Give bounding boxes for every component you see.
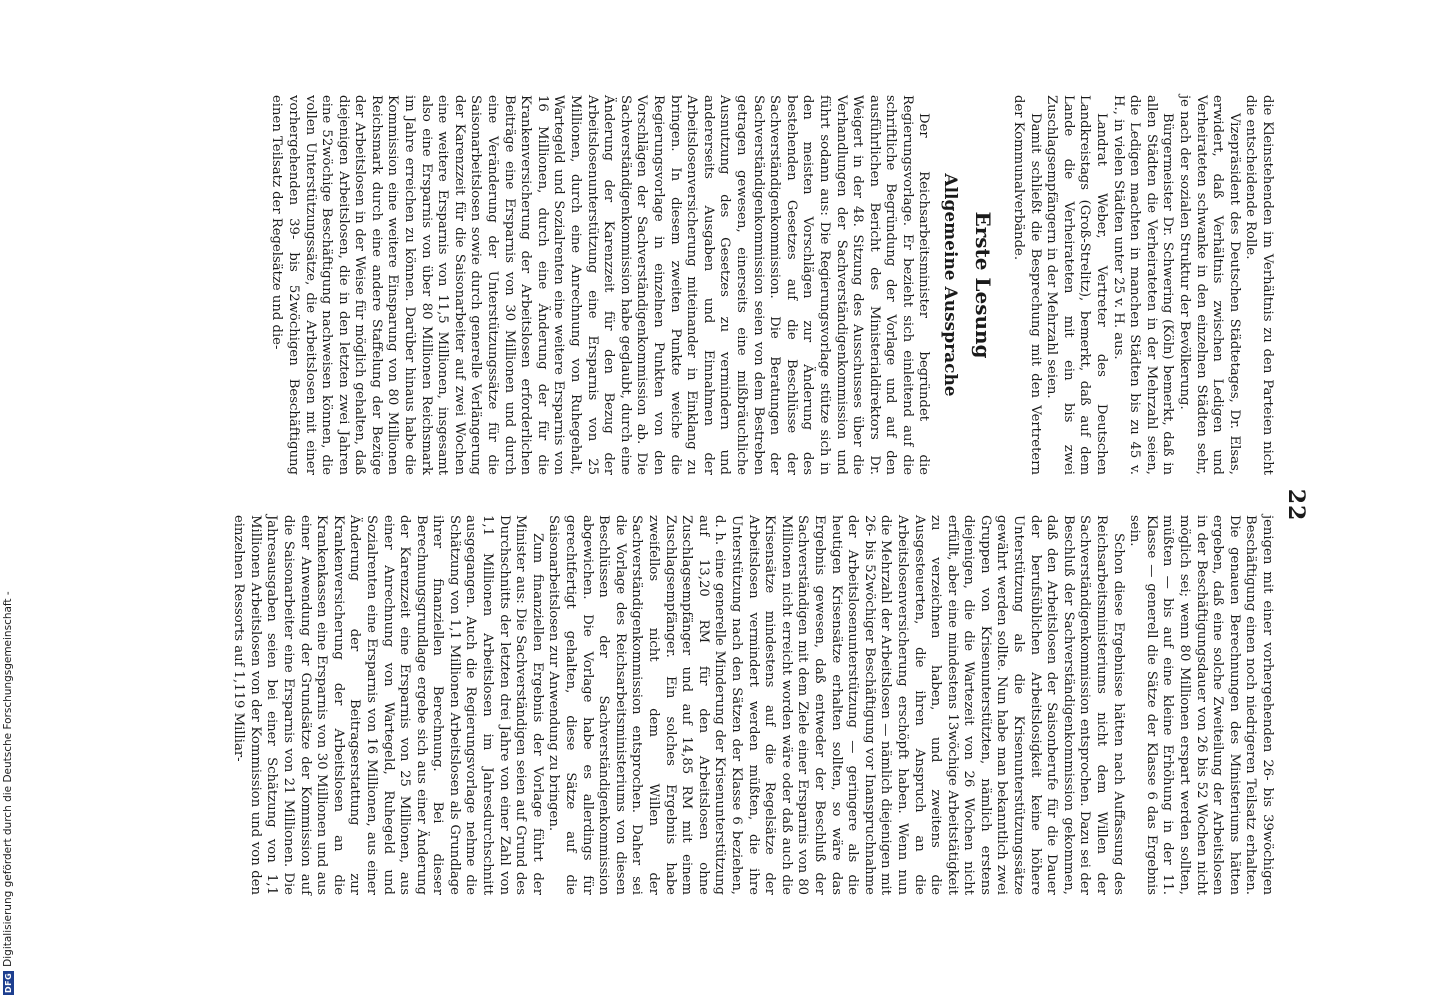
page-number: 22	[1283, 488, 1309, 522]
paragraph: Landrat Weber, Vertreter des Deutschen Landkreistags (Groß-Strelitz), bemerkt, daß auf dem Lande die Verheirateten mit ein bis zwei Zuschlagsempfängern in der Mehrzahl seien.	[1044, 95, 1110, 475]
paragraph: Damit schließt die Besprechung mit den Vertretern der Kommunalverbände.	[1011, 95, 1043, 475]
paragraph: Der Reichsarbeitsminister begründet die Regierungsvorlage. Er bezieht sich einleitend auf die schriftliche Begründung der Vorlage und auf den ausführlichen Bericht des Ministerialdirektors Dr. Weigert in der 48. Sitzung des Ausschusses über die Verhandlungen der Sachverständigenkommission und führt sodann aus: Die Regierungsvorlage stütze sich in den meisten Vorschlägen zur Änderung des bestehenden Gesetzes auf die Beschlüsse der Sachverständigenkommission. Die Beratungen der Sachverständigenkommission seien von dem Bestreben getragen gewesen, einerseits eine mißbräuchliche Ausnutzung des Gesetzes zu vermindern und andererseits Ausgaben und Einnahmen der Arbeitslosenversicherung miteinander in Einklang zu bringen. In diesem zweiten Punkte weiche die Regierungsvorlage in einzelnen Punkten von den Vorschlägen der Sachverständigenkommission ab. Die Sachverständigenkommission habe geglaubt, durch eine Änderung der Karenzzeit für den Bezug der Arbeitslosenunterstützung eine Ersparnis von 25 Millionen, durch eine Anrechnung von Ruhegehalt, Wartegeld und Sozialrenten eine weitere Ersparnis von 16 Millionen, durch eine Änderung der für die Krankenversicherung der Arbeitslosen erforderlichen Beiträge eine Ersparnis von 30 Millionen und durch eine Veränderung der Unterstützungssätze für die Saisonarbeitslosen sowie durch generelle Verlängerung der Karenzzeit für die Saisonarbeiter auf zwei Wochen eine weitere Ersparnis von 11,5 Millionen, insgesamt also eine Ersparnis von über 80 Millionen Reichsmark im Jahre erreichen zu können. Darüber hinaus habe die Kommission eine weitere Einsparung von 80 Millionen Reichsmark durch eine andere Staffelung der Bezüge der Arbeitslosen in der Weise für möglich gehalten, daß diejenigen Arbeitslosen, die in den letzten zwei Jahren eine 52wöchige Beschäftigung nachweisen können, die vollen Unterstützungssätze, die Arbeitslosen mit einer vorhergehenden 39- bis 52wöchigen Beschäftigung einen Teilsatz der Regelsätze und die-	[269, 95, 932, 475]
paragraph: Vizepräsident des Deutschen Städtetages, Dr. Elsas, erwidert, daß Verhältnis zwischen Ledigen und Verheirateten schwanke in den einzelnen Städten sehr, je nach der sozialen Struktur der Bevölkerung.	[1177, 95, 1242, 475]
left-column	[268, 95, 1275, 475]
subsection-heading: Allgemeine Aussprache	[940, 173, 961, 397]
section-heading: Erste Lesung	[971, 211, 996, 359]
paragraph: jenigen mit einer vorhergehenden 26- bis 39wöchigen Beschäftigung einen noch niedrigeren Teilsatz erhalten. Die genauen Berechnungen des Ministeriums hätten ergeben, daß eine solche Zweiteilung der Arbeitslosen in der Beschäftigungsdauer von 26 bis 52 Wochen nicht möglich sei; wenn 80 Millionen erspart werden sollten, müßten — bis auf eine kleine Erhöhung in der 11. Klasse — generell die Sätze der Klasse 6 das Ergebnis sein.	[1127, 515, 1275, 895]
paragraph: die Kleinstehenden im Verhältnis zu den Parteien nicht die entscheidende Rolle.	[1243, 95, 1275, 475]
right-column	[230, 515, 1275, 895]
digitization-credit	[2, 591, 14, 995]
paragraph: Bürgermeister Dr. Schwering (Köln) bemerkt, daß in allen Städten die Verheirateten in der Mehrzahl seien, die Ledigen machten in manchen Städten bis zu 45 v. H., in vielen Städten unter 25 v. H. aus.	[1110, 95, 1176, 475]
dfg-logo: DFG	[3, 972, 13, 993]
credit-text: Digitalisierung gefördert durch die Deutsche Forschungsgemeinschaft -	[2, 591, 14, 967]
rotated-page	[120, 95, 1309, 915]
paragraph: Schon diese Ergebnisse hätten nach Auffassung des Reichsarbeitsministeriums nicht dem Willen der Sachverständigenkommission entsprochen. Dazu sei der Beschluß der Sachverständigenkommission gekommen, daß den Arbeitslosen der Saisonberufe für die Dauer der berufsüblichen Arbeitslosigkeit keine höhere Unterstützung als die Krisenunterstützungssätze gewährt werden sollte. Nun habe man bekanntlich zwei Gruppen von Krisenunterstützten, nämlich erstens diejenigen, die die Wartezeit von 26 Wochen nicht erfüllt, aber eine mindestens 13wöchige Arbeitstätigkeit zu verzeichnen haben, und zweitens die Ausgesteuerten, die ihren Anspruch an die Arbeitslosenversicherung erschöpft haben. Wenn nun die Mehrzahl der Arbeitslosen — nämlich diejenigen mit 26- bis 52wöchiger Beschäftigung vor Inanspruchnahme der Arbeitslosenunterstützung — geringere als die heutigen Krisensätze erhalten sollten, so wäre das Ergebnis gewesen, daß entweder der Beschluß der Sachverständigen mit dem Ziele einer Ersparnis von 80 Millionen nicht erreicht worden wäre oder daß auch die Krisensätze mindestens auf die Regelsätze der Arbeitslosen vermindert werden müßten, die ihre Unterstützung nach den Sätzen der Klasse 6 beziehen, d. h. eine generelle Minderung der Krisenunterstützung auf 13,20 RM für den Arbeitslosen ohne Zuschlagsempfänger und auf 14,85 RM mit einem Zuschlagsempfänger. Ein solches Ergebnis habe zweifellos nicht dem Willen der Sachverständigenkommission entsprochen. Daher sei die Vorlage des Reichsarbeitsministeriums von diesen Beschlüssen der Sachverständigenkommission abgewichen. Die Vorlage habe es allerdings für gerechtfertigt gehalten, diese Sätze auf die Saisonarbeitslosen zur Anwendung zu bringen.	[546, 515, 1126, 895]
paragraph: Zum finanziellen Ergebnis der Vorlage führt der Minister aus: Die Sachverständigen seien auf Grund des Durchschnitts der letzten drei Jahre von einer Zahl von 1,1 Millionen Arbeitslosen im Jahresdurchschnitt ausgegangen. Auch die Regierungsvorlage nehme die Schätzung von 1,1 Millionen Arbeitslosen als Grundlage ihrer finanziellen Berechnung. Bei dieser Berechnungsgrundlage ergebe sich aus einer Änderung der Karenzzeit eine Ersparnis von 25 Millionen, aus einer Anrechnung von Wartegeld, Ruhegeld und Sozialrenten eine Ersparnis von 16 Millionen, aus einer Änderung der Beitragserstattung zur Krankenversicherung der Arbeitslosen an die Krankenkassen eine Ersparnis von 30 Millionen und aus einer Anwendung der Grundsätze der Kommission auf die Saisonarbeiter eine Ersparnis von 21 Millionen. Die Jahresausgaben seien bei einer Schätzung von 1,1 Millionen Arbeitslosen von der Kommission und von den einzelnen Ressorts auf 1,119 Milliar-	[231, 515, 545, 895]
